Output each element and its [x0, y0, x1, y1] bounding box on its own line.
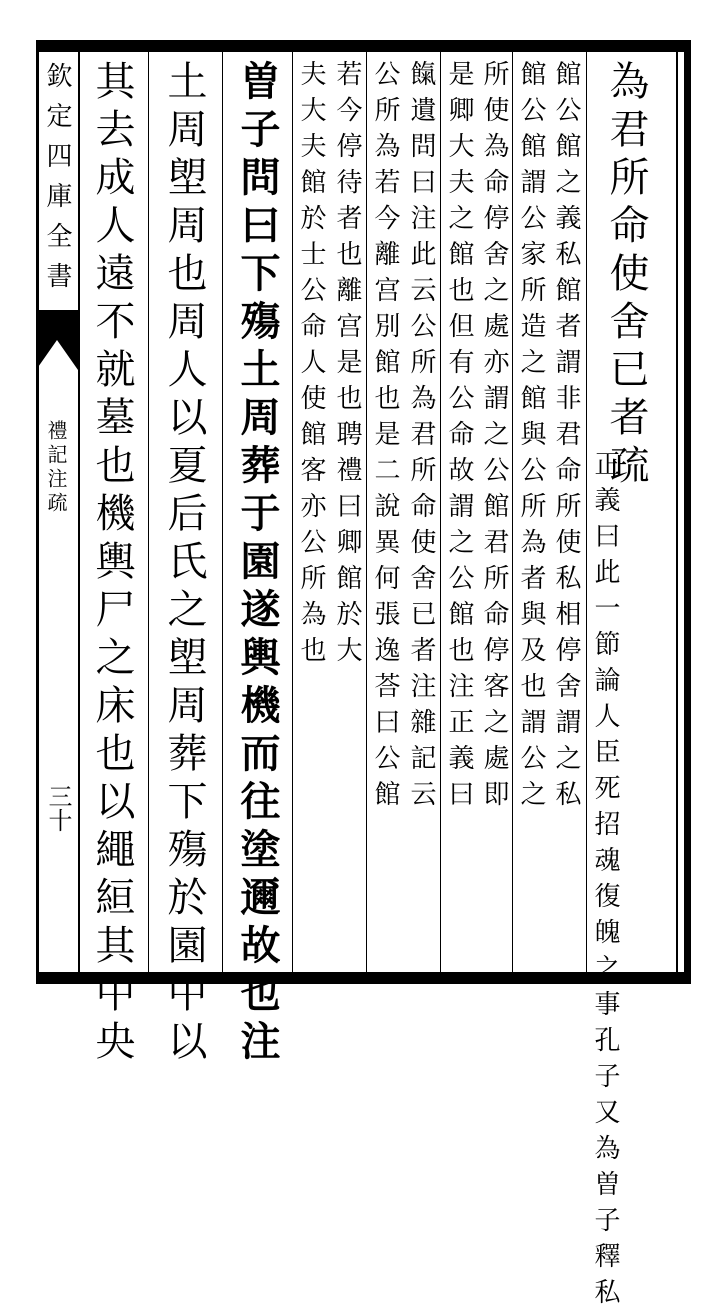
left-border: [36, 40, 39, 984]
text-column-5-left: 夫大夫館於士公命人使館客亦公所為也: [296, 60, 326, 672]
column-divider: [440, 52, 441, 972]
right-border: [684, 40, 691, 984]
margin-page-number: 三十: [44, 784, 72, 832]
margin-book-name: 禮記注疏: [44, 420, 68, 516]
text-column-1-note: 正義曰此一節論人臣死招魂復魄之事孔子又為曽子釋私: [590, 450, 620, 1314]
column-divider: [366, 52, 367, 972]
text-column-4-right: 餼遺問曰注此云公所為君所命使舍已者注雜記云: [406, 60, 436, 816]
text-column-3-right: 所使為命停舍之處亦謂之公館君所命停客之處即: [479, 60, 509, 816]
column-divider: [148, 52, 149, 972]
text-column-6: 曽子問曰下殤土周葬于園遂輿機而往塗邇故也注: [234, 60, 281, 1068]
text-column-1: 為君所命使舍已者疏: [603, 60, 649, 492]
text-column-2-right: 館公館之義私館者謂非君命所使私相停舍謂之私: [551, 60, 581, 816]
text-column-3-left: 是卿大夫之館也但有公命故謂之公館也注正義曰: [444, 60, 474, 816]
margin-book-title: 欽定四庫全書: [42, 62, 72, 302]
column-divider: [222, 52, 223, 972]
column-divider: [292, 52, 293, 972]
margin-gutter-line: [78, 52, 80, 972]
right-inner-border: [676, 52, 678, 972]
text-column-2-left: 館公館謂公家所造之館與公所為者與及也謂公之: [516, 60, 546, 816]
text-column-4-left: 公所為若今離宫別館也是二說異何張逸荅曰公館: [370, 60, 400, 816]
text-column-7: 土周塱周也周人以夏后氏之塱周葬下殤於園中以: [161, 60, 207, 1068]
top-border: [36, 40, 690, 52]
text-column-5-right: 若今停待者也離宫是也聘禮曰卿館於大: [332, 60, 362, 672]
text-column-8: 其去成人遠不就墓也機輿尸之床也以繩絙其中央: [89, 60, 135, 1068]
fishtail-mark: [36, 310, 78, 370]
column-divider: [512, 52, 513, 972]
column-divider: [586, 52, 587, 972]
